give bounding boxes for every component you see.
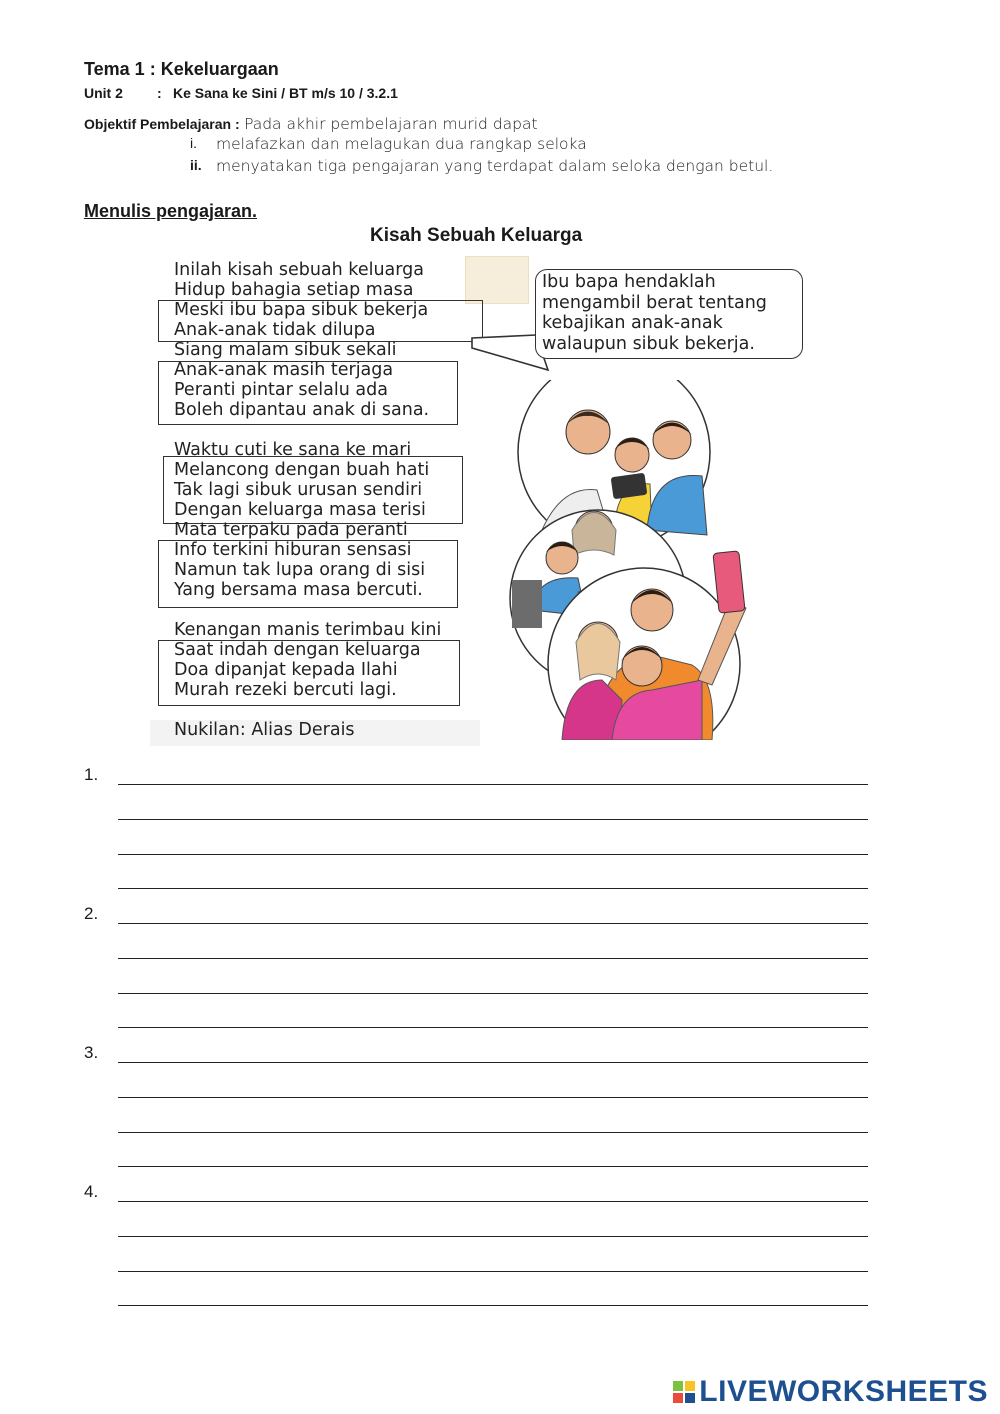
answer-line[interactable] (118, 1236, 868, 1237)
answer-line[interactable] (118, 1305, 868, 1306)
bubble-line: kebajikan anak-anak (542, 313, 723, 333)
objective (84, 115, 538, 134)
bubble-line: walaupun sibuk bekerja. (542, 333, 755, 354)
poem-line: Peranti pintar selalu ada (174, 380, 388, 400)
question-number: 4. (84, 1182, 99, 1201)
poem-line: Kenangan manis terimbau kini (174, 620, 442, 640)
objective-item-text: melafazkan dan melagukan dua rangkap seloka (216, 135, 587, 153)
bubble-line: Ibu bapa hendaklah (542, 272, 716, 292)
question-number: 2. (84, 904, 99, 923)
theme-title: Tema 1 : Kekeluargaan (84, 59, 279, 79)
poem-line: Dengan keluarga masa terisi (174, 500, 426, 520)
answer-line[interactable] (118, 1027, 868, 1028)
family-illustration (502, 380, 782, 740)
unit-text: Ke Sana ke Sini / BT m/s 10 / 3.2.1 (173, 85, 398, 101)
unit-label: Unit 2 (84, 85, 123, 101)
poem-line: Namun tak lupa orang di sisi (174, 560, 426, 580)
poem-line: Yang bersama masa bercuti. (174, 580, 423, 600)
poem-line: Meski ibu bapa sibuk bekerja (174, 300, 429, 320)
answer-line[interactable] (118, 1062, 868, 1063)
poem-line: Inilah kisah sebuah keluarga (174, 260, 424, 280)
question-number: 3. (84, 1043, 99, 1062)
poem-line: Anak-anak masih terjaga (174, 360, 394, 380)
poem-title: Kisah Sebuah Keluarga (370, 225, 583, 246)
bubble-line: mengambil berat tentang (542, 292, 767, 313)
objective-label: Objektif Pembelajaran : (84, 116, 240, 132)
poem-line: Anak-anak tidak dilupa (174, 320, 376, 340)
answer-line[interactable] (118, 958, 868, 959)
answer-line[interactable] (118, 923, 868, 924)
answer-line[interactable] (118, 819, 868, 820)
speech-bubble (535, 269, 803, 359)
liveworksheets-logo[interactable] (673, 1375, 988, 1409)
answer-line[interactable] (118, 1166, 868, 1167)
answer-line[interactable] (118, 888, 868, 889)
objective-item-1 (0, 135, 1000, 157)
answer-line[interactable] (118, 1097, 868, 1098)
poem-figure (150, 250, 810, 750)
brand-name: LIVEWORKSHEETS (699, 1375, 988, 1408)
poem-line: Murah rezeki bercuti lagi. (174, 680, 397, 700)
answer-line[interactable] (118, 784, 868, 785)
objective-item-number: i. (190, 135, 197, 151)
poem-line: Doa dipanjat kepada Ilahi (174, 660, 398, 680)
objective-item-number: ii. (190, 157, 202, 173)
question-number: 1. (84, 765, 99, 784)
answer-line[interactable] (118, 1201, 868, 1202)
poem-credit: Nukilan: Alias Derais (174, 720, 355, 740)
objective-item-text: menyatakan tiga pengajaran yang terdapat dalam seloka dengan betul. (216, 157, 774, 175)
liveworksheets-icon (673, 1381, 695, 1403)
poem-line: Siang malam sibuk sekali (174, 340, 397, 360)
poem-line: Hidup bahagia setiap masa (174, 280, 414, 300)
answer-line[interactable] (118, 854, 868, 855)
poem-line: Tak lagi sibuk urusan sendiri (174, 480, 423, 500)
poem-line: Boleh dipantau anak di sana. (174, 400, 430, 420)
section-title: Menulis pengajaran. (84, 201, 258, 221)
answer-line[interactable] (118, 993, 868, 994)
background-decoration (465, 256, 529, 304)
objective-intro: Pada akhir pembelajaran murid dapat (244, 115, 538, 133)
answer-line[interactable] (118, 1271, 868, 1272)
answer-line[interactable] (118, 1132, 868, 1133)
poem-line: Info terkini hiburan sensasi (174, 540, 412, 560)
objective-item-2 (0, 157, 1000, 179)
unit-colon: : (157, 85, 162, 101)
poem-line: Mata terpaku pada peranti (174, 520, 408, 540)
poem-line: Waktu cuti ke sana ke mari (174, 440, 412, 460)
poem-line: Saat indah dengan keluarga (174, 640, 421, 660)
poem-line: Melancong dengan buah hati (174, 460, 430, 480)
